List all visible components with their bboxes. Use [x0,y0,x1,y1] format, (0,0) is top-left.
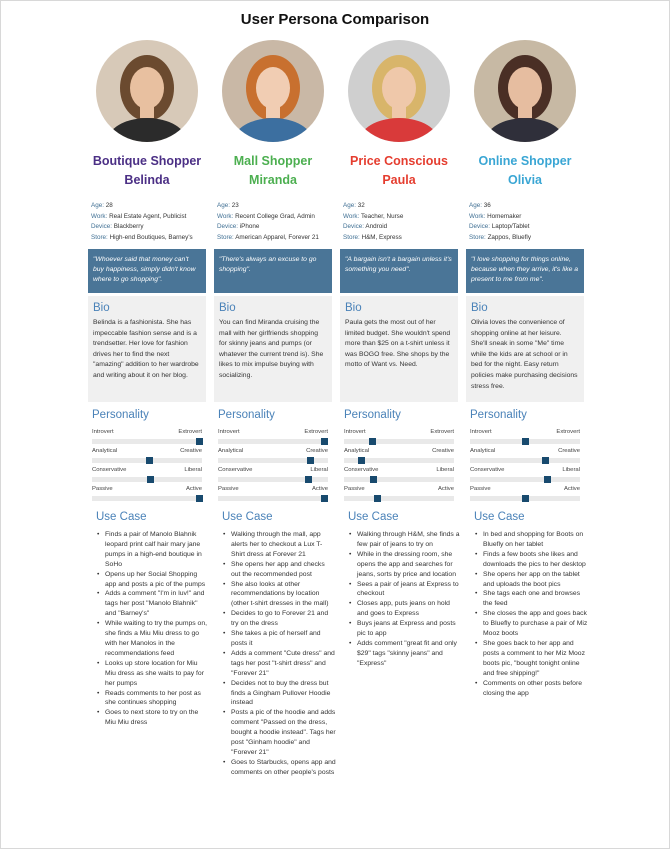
use-case-list [96,530,210,728]
trait-left-label: Analytical [218,448,244,454]
persona-photo [474,40,576,142]
trait-marker [321,495,328,502]
fact-label: Store: [91,233,108,241]
use-case-item: • Closes app, puts jeans on hold and goes to Express [348,599,462,619]
bio-box [88,296,206,402]
trait-left-label: Introvert [344,429,366,435]
trait-right-label: Creative [432,448,454,454]
personality-heading: Personality [344,409,401,421]
trait-right-label: Liberal [562,467,580,473]
persona-quote: "Whoever said that money can't buy happiness, simply didn't know where to go shopping". [88,249,206,293]
trait-scale [344,439,454,444]
fact-label: Age: [343,202,356,209]
use-case-heading: Use Case [96,511,147,523]
fact-age [469,201,587,212]
use-case-item: • She takes a pic of herself and posts it [222,629,336,649]
fact-label: Store: [343,233,360,241]
personality-trait [470,429,580,448]
fact-work [217,212,335,223]
use-case-item: • Walking through the mall, app alerts her to checkout a Lux T-Shirt dress at Forever 21 [222,530,336,560]
trait-scale [92,496,202,501]
personality-trait [470,448,580,467]
fact-value: Real Estate Agent, Publicist [109,212,187,220]
trait-scale [218,439,328,444]
fact-label: Work: [217,212,234,220]
trait-scale [218,496,328,501]
trait-marker [321,438,328,445]
use-case-item: • In bed and shopping for Boots on Bluefly on her tablet [474,530,588,550]
persona-name: Belinda [124,173,170,187]
fact-device [91,222,209,233]
fact-label: Age: [217,202,230,209]
trait-scale [344,496,454,501]
trait-right-label: Active [311,486,328,492]
trait-left-label: Analytical [344,448,370,454]
trait-marker [305,476,312,483]
use-case-item: • While in the dressing room, she opens the app and searches for jeans, sorts by price and location [348,550,462,580]
use-case-item: • She also looks at other recommendations by location (other t-shirt dresses in the mall) [222,580,336,610]
bio-heading: Bio [345,302,362,314]
use-case-item: • Adds a comment "Cute dress" and tags her post "t-shirt dress" and "Forever 21" [222,649,336,679]
personality-heading: Personality [92,409,149,421]
page-title: User Persona Comparison [240,11,430,28]
use-case-item: • She opens her app and checks out the recommended post [222,560,336,580]
fact-value: High-end Boutiques, Barney's [109,233,193,241]
trait-left-label: Passive [470,486,491,492]
persona-facts [343,201,461,243]
trait-scale [92,439,202,444]
trait-marker [147,476,154,483]
fact-device [343,222,461,233]
trait-scale [92,477,202,482]
trait-left-label: Passive [218,486,239,492]
persona-quote: "A bargain isn't a bargain unless it's something you need". [340,249,458,293]
personality-trait [218,448,328,467]
fact-label: Work: [469,212,486,220]
fact-value: Homemaker [487,212,522,220]
trait-marker [374,495,381,502]
fact-device [469,222,587,233]
persona-facts [469,201,587,243]
fact-work [91,212,209,223]
use-case-heading: Use Case [474,511,525,523]
trait-scale [470,496,580,501]
fact-value: 28 [105,202,113,209]
persona-facts [91,201,209,243]
fact-store [469,233,587,244]
use-case-item: • Reads comments to her post as she continues shopping [96,689,210,709]
fact-value: Teacher, Nurse [360,212,404,220]
fact-value: Recent College Grad, Admin [235,212,315,220]
trait-marker [522,438,529,445]
use-case-item: • Goes to Starbucks, opens app and comments on other people's posts [222,758,336,778]
fact-store [217,233,335,244]
use-case-item: • Decides not to buy the dress but finds a Gingham Pullover Hoodie instead [222,679,336,709]
use-case-item: • She tags each one and browses the feed [474,589,588,609]
trait-left-label: Analytical [470,448,496,454]
persona-name: Miranda [249,173,297,187]
trait-left-label: Conservative [218,467,253,473]
fact-device [217,222,335,233]
use-case-item: • Adds comment "great fit and only $29" tags "skinny jeans" and "Express" [348,639,462,669]
fact-label: Device: [217,223,238,230]
fact-label: Work: [91,212,108,220]
personality-trait [344,486,454,505]
use-case-heading: Use Case [222,511,273,523]
use-case-list [222,530,336,778]
persona-type: Online Shopper [478,154,572,168]
fact-store [91,233,209,244]
personality-trait [218,486,328,505]
bio-heading: Bio [471,302,488,314]
trait-right-label: Active [437,486,454,492]
fact-value: Blackberry [113,223,144,230]
trait-marker [358,457,365,464]
trait-left-label: Introvert [92,429,114,435]
trait-right-label: Liberal [436,467,454,473]
use-case-item: • Looks up store location for Miu Miu dress as she waits to pay for her pumps [96,659,210,689]
trait-marker [196,438,203,445]
use-case-item: • Buys jeans at Express and posts pic to app [348,619,462,639]
use-case-item: • Walking through H&M, she finds a few pair of jeans to try on [348,530,462,550]
trait-right-label: Extrovert [556,429,580,435]
trait-left-label: Introvert [218,429,240,435]
persona-facts [217,201,335,243]
trait-right-label: Extrovert [178,429,202,435]
use-case-item: • Decides to go to Forever 21 and try on the dress [222,609,336,629]
fact-label: Age: [91,202,104,209]
use-case-item: • Finds a few boots she likes and downloads the pics to her desktop [474,550,588,570]
use-case-item: • She closes the app and goes back to Bluefly to purchase a pair of Miz Mooz boots [474,609,588,639]
persona-type: Boutique Shopper [92,154,202,168]
trait-marker [544,476,551,483]
bio-box [466,296,584,402]
use-case-item: • Posts a pic of the hoodie and adds comment "Passed on the dress, bought a hoodie instead". Tags her post "Ginham hoodie" and "Forever 21" [222,708,336,758]
personality-trait [92,448,202,467]
personality-trait [92,467,202,486]
trait-scale [218,458,328,463]
fact-work [469,212,587,223]
fact-value: H&M, Express [361,233,402,241]
persona-photo [96,40,198,142]
persona-quote: "There's always an excuse to go shopping". [214,249,332,293]
personality-trait [344,467,454,486]
persona-photo [222,40,324,142]
personality-trait [92,486,202,505]
bio-text: You can find Miranda cruising the mall with her girlfriends shopping for skinny jeans and pumps (or whatever the current trend is). She likes to mix impulse buying with socializing. [219,319,324,379]
fact-value: Android [365,223,388,230]
fact-value: iPhone [239,223,260,230]
trait-marker [146,457,153,464]
trait-right-label: Creative [558,448,580,454]
trait-right-label: Liberal [310,467,328,473]
bio-heading: Bio [93,302,110,314]
trait-right-label: Active [185,486,202,492]
fact-label: Work: [343,212,360,220]
personality-trait [470,486,580,505]
use-case-item: • While waiting to try the pumps on, she finds a Miu Miu dress to go with her Manolos in the recommendations feed [96,619,210,659]
persona-photo [348,40,450,142]
fact-value: Zappos, Bluefly [487,233,531,241]
trait-scale [218,477,328,482]
use-case-item: • She goes back to her app and posts a comment to her Miz Mooz boots pic, "bought tonight online and free shipping!" [474,639,588,679]
fact-value: Laptop/Tablet [491,223,530,230]
personality-trait [470,467,580,486]
personality-trait [218,429,328,448]
personality-trait [344,448,454,467]
personality-trait [92,429,202,448]
fact-label: Device: [469,223,490,230]
fact-label: Store: [469,233,486,241]
fact-value: 32 [357,202,365,209]
trait-scale [470,458,580,463]
fact-value: 36 [483,202,491,209]
persona-type: Price Conscious [350,154,448,168]
trait-marker [369,438,376,445]
trait-left-label: Conservative [470,467,505,473]
use-case-item: • Opens up her Social Shopping app and posts a pic of the pumps [96,570,210,590]
trait-marker [370,476,377,483]
fact-age [91,201,209,212]
trait-left-label: Passive [92,486,113,492]
trait-left-label: Analytical [92,448,118,454]
trait-scale [344,477,454,482]
trait-marker [522,495,529,502]
trait-right-label: Creative [306,448,328,454]
trait-right-label: Extrovert [430,429,454,435]
bio-box [214,296,332,402]
trait-left-label: Conservative [92,467,127,473]
fact-work [343,212,461,223]
use-case-item: • Finds a pair of Manolo Blahnik leopard print calf hair mary jane pumps in a high-end boutique in SoHo [96,530,210,570]
trait-right-label: Liberal [184,467,202,473]
personality-heading: Personality [218,409,275,421]
personality-heading: Personality [470,409,527,421]
persona-name: Olivia [507,173,543,187]
personality-trait [344,429,454,448]
fact-age [343,201,461,212]
trait-left-label: Passive [344,486,365,492]
trait-marker [307,457,314,464]
trait-right-label: Extrovert [304,429,328,435]
persona-type: Mall Shopper [233,154,313,168]
use-case-list [474,530,588,698]
trait-left-label: Introvert [470,429,492,435]
fact-age [217,201,335,212]
trait-left-label: Conservative [344,467,379,473]
use-case-heading: Use Case [348,511,399,523]
fact-store [343,233,461,244]
fact-value: American Apparel, Forever 21 [235,233,319,241]
trait-scale [92,458,202,463]
use-case-item: • Adds a comment "I'm in luv!" and tags her post "Manolo Blahnik" and "Barney's" [96,589,210,619]
fact-label: Age: [469,202,482,209]
trait-right-label: Active [563,486,580,492]
trait-scale [470,477,580,482]
bio-heading: Bio [219,302,236,314]
bio-text: Belinda is a fashionista. She has impeccable fashion sense and is a trendsetter. Her love for fashion drives her to find the next "amazing" addition to her wardrobe and writing about it on her blog. [93,319,199,379]
trait-scale [344,458,454,463]
use-case-item: • Sees a pair of jeans at Express to checkout [348,580,462,600]
bio-box [340,296,458,402]
use-case-item: • Comments on other posts before closing the app [474,679,588,699]
trait-scale [470,439,580,444]
bio-text: Olivia loves the convenience of shopping online at her leisure. She'll sneak in some "Me" time while the kids are at school or in bed for the night. Easy return policies make purchasing decisions stress free. [471,319,578,390]
use-case-item: • Goes to next store to try on the Miu Miu dress [96,708,210,728]
persona-quote: "I love shopping for things online, because when they arrive, it's like a present to me from me". [466,249,584,293]
fact-value: 23 [231,202,239,209]
bio-text: Paula gets the most out of her limited budget. She wouldn't spend more than $25 on a t-shirt unless it was BOGO free. She shops by the motto of Want vs. Need. [345,319,451,369]
trait-right-label: Creative [180,448,202,454]
use-case-item: • She opens her app on the tablet and uploads the boot pics [474,570,588,590]
personality-trait [218,467,328,486]
trait-marker [196,495,203,502]
trait-marker [542,457,549,464]
fact-label: Device: [91,223,112,230]
fact-label: Device: [343,223,364,230]
persona-name: Paula [382,173,416,187]
use-case-list [348,530,462,669]
fact-label: Store: [217,233,234,241]
